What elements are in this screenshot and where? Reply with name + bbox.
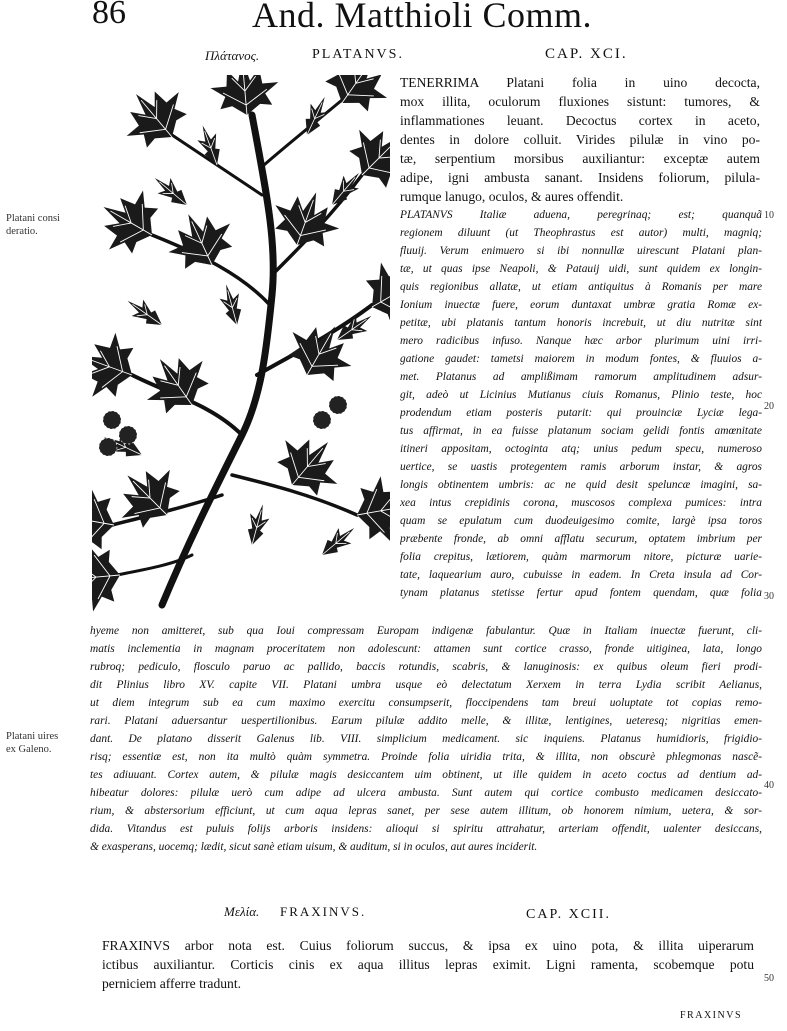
text-line: prodendum etiam posteris putarit: qui prouinciæ Lyciæ lega- bbox=[400, 407, 762, 419]
catchword: FRAXINVS bbox=[680, 1010, 743, 1021]
text-line: quis regionibus allatæ, ut etiam antiquitus à Romanis per mare bbox=[400, 281, 762, 293]
text-line: dida. Vitandus est puluis folijs arboris insidens: alioqui si spiritu attrahatur, arteriam offendit, ualenter desiccans, bbox=[90, 823, 762, 835]
text-line: dant. De platano disserit Galenus lib. VIII. simplicium medicament. sic inquiens. Platanus humidioris, frigidio- bbox=[90, 733, 762, 745]
text-line: PLATANVS Italiæ aduena, peregrinaq; est; quanquã bbox=[400, 209, 762, 221]
text-line: gatione gaudet: tametsi maiorem in modum fontes, & fluuios a- bbox=[400, 353, 762, 365]
text-line: rium, & abstersorium efficiunt, ut cum aqua lepras sanet, per sese autem illitum, ob honorem nimium, uetera, & sor- bbox=[90, 805, 762, 817]
margin-number-40: 40 bbox=[764, 780, 774, 791]
margin-note-line: deratio. bbox=[6, 226, 38, 237]
plane-tree-illustration bbox=[92, 75, 390, 615]
text-line: folia crepitus, lætiorem, quàm marmorum nitore, picturæ uarie- bbox=[400, 551, 762, 563]
chapter-91-latin-title: PLATANVS. bbox=[312, 47, 404, 62]
text-line: fluuij. Verum enimuero si ibi nonnullæ uirescunt Platani plan- bbox=[400, 245, 762, 257]
text-line: uertice, se uastis protegentem ramis arborum instar, & agros bbox=[400, 461, 762, 473]
running-head: And. Matthioli Comm. bbox=[252, 0, 593, 35]
text-line: tynam platanus stetisse fertur apud fontem quendam, quæ folia bbox=[400, 587, 762, 599]
text-line: tate, laquearium auro, cubuisse in eadem. In Creta insula ad Cor- bbox=[400, 569, 762, 581]
margin-note-line: Platani uires bbox=[6, 731, 59, 742]
text-line: tes adiuuant. Cortex autem, & pilulæ magis desiccantem uim obtinent, ut ille quidem in aceto coctus ad dentium ad- bbox=[90, 769, 762, 781]
text-line: regionem diluunt (ut Theophrastus est autor) multi, magniq; bbox=[400, 227, 762, 239]
text-line: hyeme non amitteret, sub qua Ioui compressam Europam indigenæ fabulantur. Quæ in Italiam inuectæ fuerunt, cli- bbox=[90, 625, 762, 637]
chapter-91-greek-title: Πλάτανος. bbox=[205, 48, 260, 63]
plane-tree-leaves bbox=[92, 75, 390, 614]
text-line: petitæ, ubi platanis tantum honoris increbuit, ut diu nutritæ sint bbox=[400, 317, 762, 329]
text-line: perniciem afferre tradunt. bbox=[102, 976, 242, 991]
text-line: dit Plinius libro XV. capite VII. Platani umbra usque eò delectatum Xerxem in terra Lydia scribit Aelianus, bbox=[90, 679, 762, 691]
text-line: quam se epulatum cum duodeuigesimo comite, largè ipsa toros bbox=[400, 515, 762, 527]
paragraph-commentary-platanus bbox=[400, 206, 762, 602]
text-line: ut diem integrum sub ea cum maximo exercitu consumpserit, floccipendens tam breui uoluptate tot copias remo- bbox=[90, 697, 762, 709]
text-line: xea intus crepidinis corona, muscosos complexa pumices: intra bbox=[400, 497, 762, 509]
margin-note-consideratio bbox=[6, 212, 60, 238]
text-line: tus affirmat, in ea fuisse platanum sociam gelidi fontis amœnitate bbox=[400, 425, 762, 437]
text-line: rari. Platani aduersantur uespertilionibus. Earum pilulæ addito melle, & illitæ, lentigines, ueteresq; nigritias emen- bbox=[90, 715, 762, 727]
text-line: itineri appositam, octoginta atq; unius pedum specu, numeroso bbox=[400, 443, 762, 455]
text-line: git, adeò ut Licinius Mutianus ciuis Romanus, Plinio teste, hoc bbox=[400, 389, 762, 401]
text-line: met. Platanus ad amplißimam ramorum amplitudinem adsur- bbox=[400, 371, 762, 383]
margin-number-20: 20 bbox=[764, 401, 774, 412]
chapter-92-greek-title: Μελία. bbox=[224, 904, 260, 919]
text-line: TENERRIMA Platani folia in uino decocta, bbox=[400, 75, 760, 90]
margin-number-10: 10 bbox=[764, 210, 774, 221]
text-line: FRAXINVS arbor nota est. Cuius foliorum succus, & ipsa ex uino pota, & illita uiperarum bbox=[102, 938, 754, 953]
text-line: Ionium inuectæ fuere, eorum duntaxat umbræ gratia Romæ ex- bbox=[400, 299, 762, 311]
text-line: hibeatur dolores: pilulæ uerò cum adipe ad ulcera ambusta. Sunt autem qui cortice combusto medicamen desiccato- bbox=[90, 787, 762, 799]
margin-note-uires-galeno bbox=[6, 730, 58, 756]
text-line: rumque lanugo, oculos, & aures offendit. bbox=[400, 189, 624, 204]
text-line: mero radicibus infuso. Nanque hæc arbor plurimum uini irri- bbox=[400, 335, 762, 347]
margin-number-30: 30 bbox=[764, 591, 774, 602]
text-line: tæ, serpentium morsibus auxiliantur: exceptæ autem bbox=[400, 151, 760, 166]
text-line: adipe, igni ambusta sanant. Insidens foliorum, pilula- bbox=[400, 170, 760, 185]
paragraph-dioscorides-fraxinus bbox=[102, 936, 754, 993]
text-line: matis inclementia in magnam proceritatem non adolescunt: attamen sunt cortice crasso, fronde uitiginea, lata, longo bbox=[90, 643, 762, 655]
text-line: risq; essentiæ est, non ita multò quàm symmetra. Proinde folia uiridia trita, & illita, non obscurè phlegmonas nascẽ- bbox=[90, 751, 762, 763]
margin-number-50: 50 bbox=[764, 973, 774, 984]
text-line: mox illita, oculorum fluxiones sistunt: tumores, & bbox=[400, 94, 760, 109]
text-line: præbente fronde, ab omni afflatu securum, optatem imbrium per bbox=[400, 533, 762, 545]
margin-note-line: Platani consi bbox=[6, 213, 60, 224]
paragraph-dioscorides-platanus bbox=[400, 73, 760, 206]
text-line: rubroq; pediculo, flosculo paruo ac pallido, baccis rotundis, scabris, & lanuginosis: ex quibus oleum fieri prodi- bbox=[90, 661, 762, 673]
chapter-91-number: CAP. XCI. bbox=[545, 46, 628, 62]
text-line: inflammationes leuant. Decoctus cortex in aceto, bbox=[400, 113, 760, 128]
text-line: tæ, ut quas ipse Neapoli, & Patauij uidi, sunt quidem ex longin- bbox=[400, 263, 762, 275]
text-line: dentes in dolore colluit. Virides pilulæ in vino po- bbox=[400, 132, 760, 147]
text-line: longis obtinentem umbris: ac ne quid desit speluncæ imagini, sa- bbox=[400, 479, 762, 491]
text-line: & exasperans, uocemq; lædit, sicut sanè etiam uisum, & auditum, si in oculos, aut aures inciderit. bbox=[90, 841, 538, 853]
paragraph-commentary-continued bbox=[90, 622, 762, 856]
margin-note-line: ex Galeno. bbox=[6, 744, 52, 755]
chapter-92-latin-title: FRAXINVS. bbox=[280, 904, 367, 919]
page-number: 86 bbox=[92, 0, 126, 31]
chapter-92-number: CAP. XCII. bbox=[526, 907, 611, 922]
text-line: ictibus auxiliantur. Corticis cinis ex aqua illitus lepras eximit. Ligni ramenta, scobemque potu bbox=[102, 957, 754, 972]
